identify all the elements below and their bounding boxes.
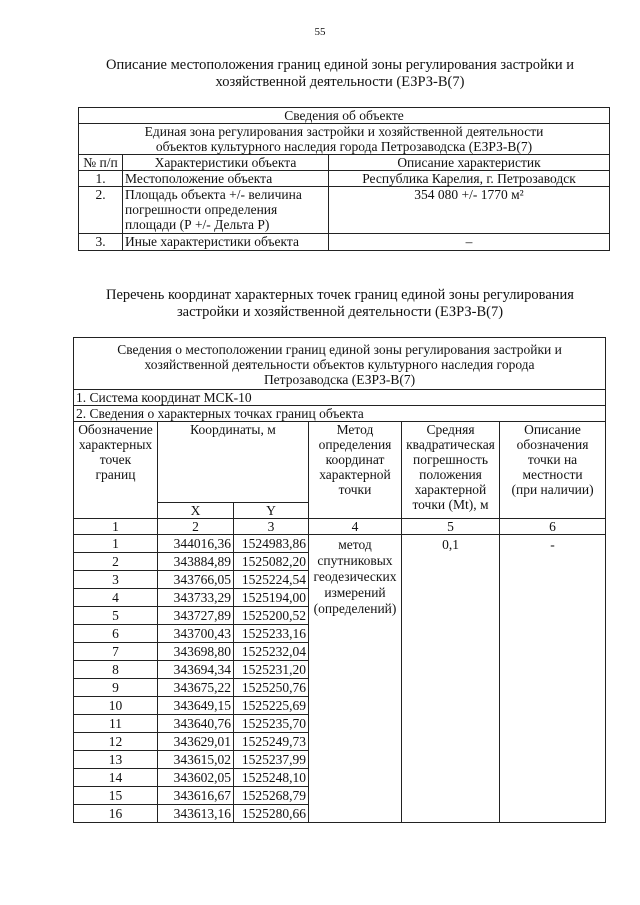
y-header: Y [234, 503, 309, 519]
method-line: измерений [324, 585, 386, 600]
object-table-subheader [79, 124, 610, 155]
row-number: 2. [79, 187, 123, 234]
header-line: Метод [336, 422, 374, 437]
point-x: 343616,67 [158, 787, 234, 805]
col-desc-header [500, 422, 606, 519]
points-body [74, 535, 606, 823]
col-error-header [402, 422, 500, 519]
section-title-coordinates [60, 287, 620, 321]
point-y: 1525232,04 [234, 643, 309, 661]
object-table-header-row [79, 108, 610, 124]
point-y: 1525082,20 [234, 553, 309, 571]
object-table-row [79, 234, 610, 251]
point-y: 1525235,70 [234, 715, 309, 733]
method-line: метод [338, 537, 372, 552]
point-number: 1 [74, 535, 158, 553]
point-number: 2 [74, 553, 158, 571]
header-line: положения [419, 467, 482, 482]
column-number: 6 [500, 519, 606, 535]
points-info: 2. Сведения о характерных точках границ объекта [74, 406, 606, 422]
row-description: 354 080 +/- 1770 м² [329, 187, 610, 234]
header-line: определения [318, 437, 392, 452]
coord-table-header-row [74, 338, 606, 390]
coord-table-header [74, 338, 606, 390]
point-x: 343602,05 [158, 769, 234, 787]
point-y: 1525231,20 [234, 661, 309, 679]
point-y: 1525233,16 [234, 625, 309, 643]
method-line: (определений) [313, 601, 397, 616]
x-header: X [158, 503, 234, 519]
header-line: местности [522, 467, 583, 482]
method-value [309, 535, 402, 823]
point-y: 1525224,54 [234, 571, 309, 589]
error-value: 0,1 [402, 535, 500, 823]
point-number: 12 [74, 733, 158, 751]
point-number: 14 [74, 769, 158, 787]
header-line: хозяйственной деятельности объектов культурного наследия города [144, 357, 535, 372]
header-line: обозначения [516, 437, 589, 452]
point-number: 9 [74, 679, 158, 697]
table-row [74, 535, 606, 553]
col-designation-header [74, 422, 158, 519]
object-table-columns-row [79, 155, 610, 171]
point-y: 1525194,00 [234, 589, 309, 607]
point-x: 343766,05 [158, 571, 234, 589]
point-y: 1525249,73 [234, 733, 309, 751]
point-x: 343698,80 [158, 643, 234, 661]
point-x: 343675,22 [158, 679, 234, 697]
header-line: квадратическая [406, 437, 495, 452]
object-info-table [78, 107, 610, 251]
row-characteristic: Площадь объекта +/- величина погрешности определения площади (Р +/- Дельта Р) [123, 187, 329, 234]
header-line: Сведения о местоположении границ единой зоны регулирования застройки и [117, 342, 562, 357]
section-title-description [60, 57, 620, 91]
coord-system-row [74, 390, 606, 406]
column-numbers-row [74, 519, 606, 535]
header-line: характерной [414, 482, 487, 497]
point-y: 1525248,10 [234, 769, 309, 787]
point-x: 344016,36 [158, 535, 234, 553]
header-line: Петрозаводска (ЕЗРЗ-В(7) [263, 372, 416, 387]
col-num-header: № п/п [79, 155, 123, 171]
header-line: Обозначение [78, 422, 153, 437]
page-number: 55 [314, 26, 326, 38]
object-table-subheader-row [79, 124, 610, 155]
point-number: 3 [74, 571, 158, 589]
point-y: 1525225,69 [234, 697, 309, 715]
point-y: 1525268,79 [234, 787, 309, 805]
header-line: координат [325, 452, 385, 467]
point-x: 343733,29 [158, 589, 234, 607]
point-x: 343700,43 [158, 625, 234, 643]
coord-system: 1. Система координат МСК-10 [74, 390, 606, 406]
desc-value: - [500, 535, 606, 823]
point-y: 1524983,86 [234, 535, 309, 553]
point-x: 343727,89 [158, 607, 234, 625]
col-method-header [309, 422, 402, 519]
row-number: 3. [79, 234, 123, 251]
object-table-header: Сведения об объекте [79, 108, 610, 124]
column-number: 1 [74, 519, 158, 535]
row-characteristic: Местоположение объекта [123, 171, 329, 187]
row-number: 1. [79, 171, 123, 187]
col-desc-header: Описание характеристик [329, 155, 610, 171]
title-line: Описание местоположения границ единой зоны регулирования застройки и [106, 57, 574, 73]
method-line: спутниковых [317, 553, 393, 568]
header-line: границ [95, 467, 136, 482]
title-line: Перечень координат характерных точек границ единой зоны регулирования [106, 287, 574, 303]
header-line: точки на [527, 452, 578, 467]
method-line: геодезических [313, 569, 397, 584]
header-line: Средняя [426, 422, 475, 437]
row-characteristic: Иные характеристики объекта [123, 234, 329, 251]
title-line: хозяйственной деятельности (ЕЗРЗ-В(7) [215, 74, 465, 90]
coordinates-table [73, 337, 606, 823]
object-table-row [79, 187, 610, 234]
header-line: точек [99, 452, 132, 467]
row-description: Республика Карелия, г. Петрозаводск [329, 171, 610, 187]
header-line: (при наличии) [511, 482, 594, 497]
point-y: 1525250,76 [234, 679, 309, 697]
point-y: 1525280,66 [234, 805, 309, 823]
col-coords-header: Координаты, м [158, 422, 309, 503]
point-number: 4 [74, 589, 158, 607]
header-line: характерных [78, 437, 153, 452]
point-y: 1525237,99 [234, 751, 309, 769]
point-x: 343613,16 [158, 805, 234, 823]
header-line: характерной [319, 467, 391, 482]
point-x: 343884,89 [158, 553, 234, 571]
header-line: точки [338, 482, 372, 497]
column-number: 3 [234, 519, 309, 535]
points-info-row [74, 406, 606, 422]
point-x: 343649,15 [158, 697, 234, 715]
point-x: 343640,76 [158, 715, 234, 733]
point-x: 343615,02 [158, 751, 234, 769]
point-number: 13 [74, 751, 158, 769]
point-number: 7 [74, 643, 158, 661]
column-number: 4 [309, 519, 402, 535]
column-number: 2 [158, 519, 234, 535]
title-line: застройки и хозяйственной деятельности (ЕЗРЗ-В(7) [176, 304, 504, 320]
row-description: – [329, 234, 610, 251]
header-line: Описание [524, 422, 581, 437]
point-number: 5 [74, 607, 158, 625]
column-number: 5 [402, 519, 500, 535]
subheader-line: объектов культурного наследия города Петрозаводска (ЕЗРЗ-В(7) [155, 139, 533, 154]
header-line: точки (Mt), м [412, 497, 489, 512]
point-number: 15 [74, 787, 158, 805]
subheader-line: Единая зона регулирования застройки и хозяйственной деятельности [144, 124, 544, 139]
point-number: 16 [74, 805, 158, 823]
point-x: 343694,34 [158, 661, 234, 679]
point-number: 11 [74, 715, 158, 733]
col-char-header: Характеристики объекта [123, 155, 329, 171]
header-line: погрешность [412, 452, 488, 467]
coord-columns-row [74, 422, 606, 503]
object-table-row [79, 171, 610, 187]
point-number: 10 [74, 697, 158, 715]
point-number: 6 [74, 625, 158, 643]
point-number: 8 [74, 661, 158, 679]
point-x: 343629,01 [158, 733, 234, 751]
point-y: 1525200,52 [234, 607, 309, 625]
